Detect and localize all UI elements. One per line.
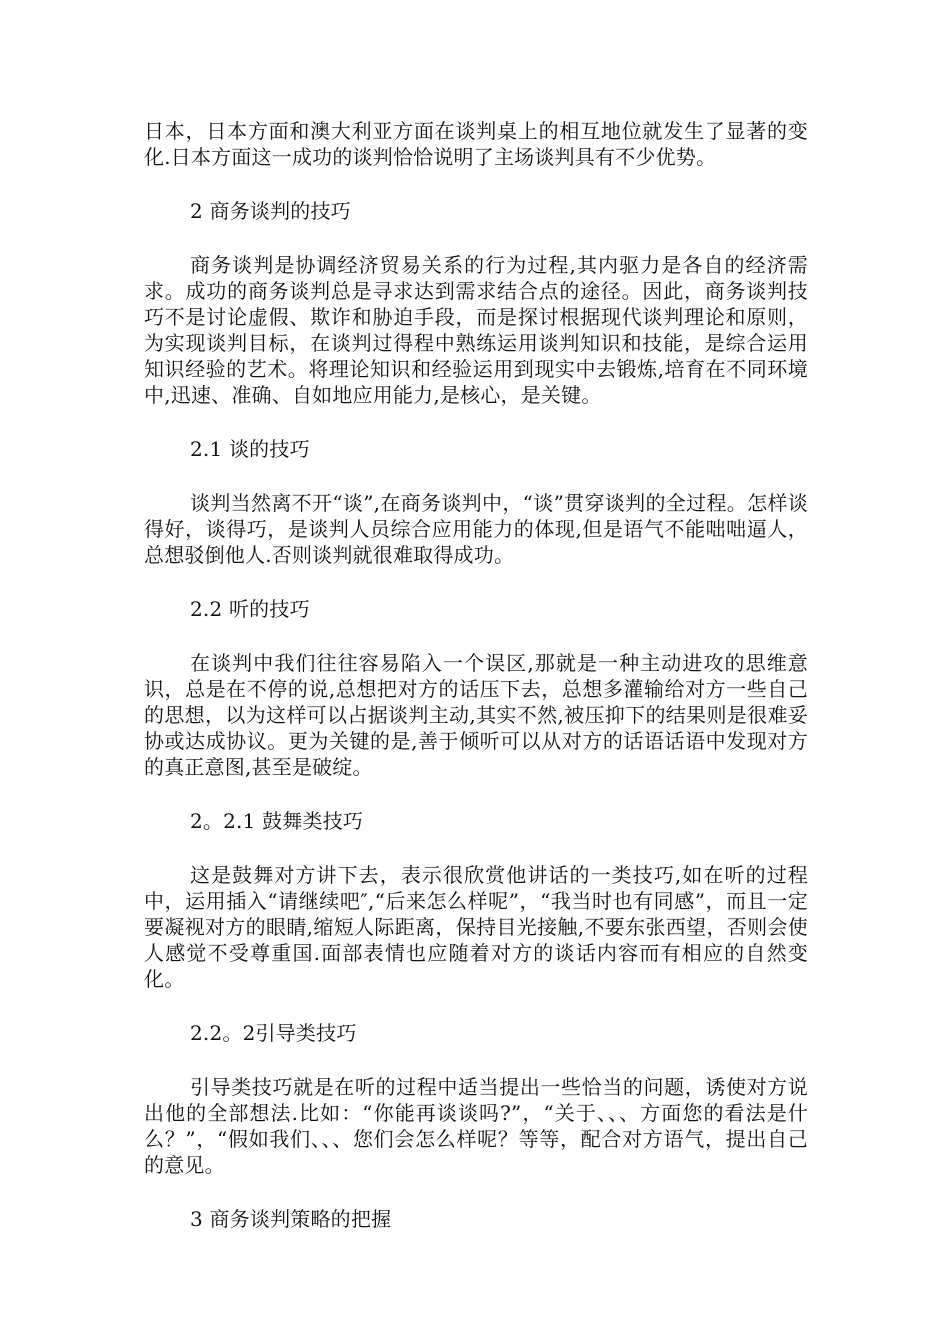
section-heading-2: 2 商务谈判的技巧	[190, 199, 351, 223]
section-heading-3: 3 商务谈判策略的把握	[190, 1207, 392, 1231]
paragraph-talking-skills: 谈判当然离不开“谈”,在商务谈判中，“谈”贯穿谈判的全过程。怎样谈得好，谈得巧，是谈判人员综合应用能力的体现,但是语气不能咄咄逼人，总想驳倒他人.否则谈判就很难取得成功。	[144, 491, 808, 567]
section-heading-2-2-2: 2.2。2引导类技巧	[190, 1021, 357, 1045]
document-body	[144, 118, 808, 1260]
paragraph-negotiation-skills: 商务谈判是协调经济贸易关系的行为过程,其内驱力是各自的经济需求。成功的商务谈判总是寻求达到需求结合点的途径。因此，商务谈判技巧不是讨论虚假、欺诈和胁迫手段，而是探讨根据现代谈判理论和原则，为实现谈判目标，在谈判过得程中熟练运用谈判知识和技能，是综合运用知识经验的艺术。将理论知识和经验运用到现实中去锻炼,培育在不同环境中,迅速、准确、自如地应用能力,是核心，是关键。	[144, 253, 808, 407]
section-heading-2-2: 2.2 听的技巧	[190, 597, 310, 621]
paragraph-listening-skills: 在谈判中我们往往容易陷入一个误区,那就是一种主动进攻的思维意识，总是在不停的说,总想把对方的话压下去，总想多灌输给对方一些自己的思想，以为这样可以占据谈判主动,其实不然,被压抑下的结果则是很难妥协或达成协议。更为关键的是,善于倾听可以从对方的话语话语中发现对方的真正意图,甚至是破绽。	[144, 651, 808, 779]
paragraph-continuation: 日本，日本方面和澳大利亚方面在谈判桌上的相互地位就发生了显著的变化.日本方面这一成功的谈判恰恰说明了主场谈判具有不少优势。	[144, 119, 808, 169]
section-heading-2-1: 2.1 谈的技巧	[190, 437, 310, 461]
section-heading-2-2-1: 2。2.1 鼓舞类技巧	[190, 809, 364, 833]
paragraph-encouraging-skills: 这是鼓舞对方讲下去，表示很欣赏他讲话的一类技巧,如在听的过程中，运用插入“请继续吧″,“后来怎么样呢”，“我当时也有同感”，而且一定要凝视对方的眼睛,缩短人际距离，保持目光接触,不要东张西望，否则会使人感觉不受尊重国.面部表情也应随着对方的谈话内容而有相应的自然变化。	[144, 863, 808, 991]
paragraph-guiding-skills: 引导类技巧就是在听的过程中适当提出一些恰当的问题，诱使对方说出他的全部想法.比如：“你能再谈谈吗?”，“关于、、、方面您的看法是什么？”，“假如我们、、、您们会怎么样呢？等等，配合对方语气，提出自己的意见。	[144, 1075, 808, 1177]
